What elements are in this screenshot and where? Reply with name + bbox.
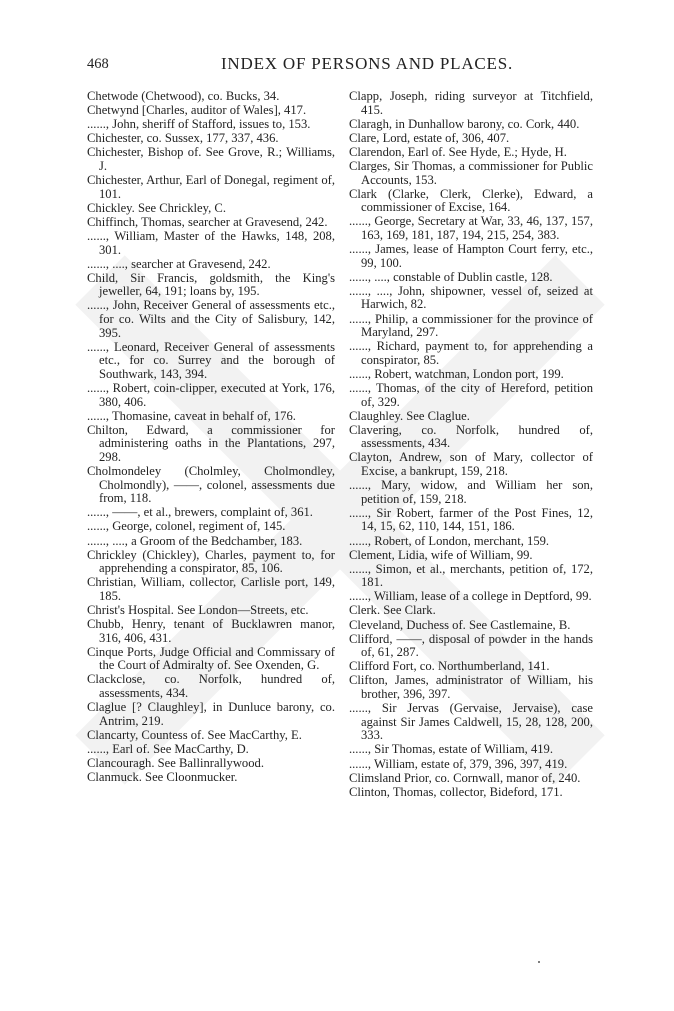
running-head-title: INDEX OF PERSONS AND PLACES.	[220, 54, 514, 73]
index-entry: ......, Leonard, Receiver General of assessments etc., for co. Surrey and the borough of Southwark, 143, 394.	[87, 339, 335, 381]
page-number: 468	[87, 56, 109, 72]
index-entry: Claragh, in Dunhallow barony, co. Cork, 440.	[349, 116, 580, 131]
index-entry: Child, Sir Francis, goldsmith, the King's jeweller, 64, 191; loans by, 195.	[87, 270, 335, 299]
index-entry: Clifford Fort, co. Northumberland, 141.	[349, 659, 550, 674]
index-entry: Chilton, Edward, a commissioner for administering oaths in the Plantations, 297, 298.	[87, 422, 335, 464]
index-entry: ......, John, Receiver General of assessments etc., for co. Wilts and the City of Salisbury, 142, 395.	[87, 298, 335, 340]
index-entry: Chetwynd [Charles, auditor of Wales], 417.	[87, 103, 307, 118]
index-entry: ......, ...., John, shipowner, vessel of, seized at Harwich, 82.	[349, 283, 593, 312]
index-entry: ......, Robert, watchman, London port, 199.	[349, 366, 564, 381]
index-entry: Chichester, co. Sussex, 177, 337, 436.	[87, 131, 279, 146]
index-entry: Chichester, Arthur, Earl of Donegal, regiment of, 101.	[87, 173, 335, 201]
index-entry: Chubb, Henry, tenant of Bucklawren manor, 316, 406, 431.	[87, 617, 335, 645]
index-entry: ......, Earl of. See MacCarthy, D.	[87, 741, 249, 756]
index-entry: Chickley. See Chrickley, C.	[87, 200, 226, 215]
index-entry: Clerk. See Clark.	[349, 603, 436, 618]
index-entry: ......, James, lease of Hampton Court ferry, etc., 99, 100.	[349, 242, 593, 270]
index-entry: ......, Philip, a commissioner for the province of Maryland, 297.	[349, 311, 593, 340]
index-entry: Clifford, ——, disposal of powder in the hands of, 61, 287.	[349, 631, 593, 660]
index-entry: Clayton, Andrew, son of Mary, collector of Excise, a bankrupt, 159, 218.	[349, 450, 593, 479]
index-entry: Christian, William, collector, Carlisle port, 149, 185.	[87, 575, 335, 603]
index-entry: Cholmondeley (Cholmley, Cholmondley, Cholmondly), ——, colonel, assessments due from, 118.	[87, 464, 335, 506]
index-entry: Clackclose, co. Norfolk, hundred of, assessments, 434.	[87, 672, 335, 701]
index-entry: Christ's Hospital. See London—Streets, etc.	[87, 602, 309, 617]
index-entry: Cinque Ports, Judge Official and Commissary of the Court of Admiralty of. See Oxenden, G.	[87, 644, 335, 673]
index-entry: Chrickley (Chickley), Charles, payment to, for apprehending a conspirator, 85, 106.	[87, 547, 335, 576]
index-entry: ......, Sir Jervas (Gervaise, Jervaise), case against Sir James Caldwell, 15, 28, 128, 200, 333.	[349, 701, 593, 743]
index-entry: Clement, Lidia, wife of William, 99.	[349, 547, 533, 562]
index-entry: ......, Robert, coin-clipper, executed at York, 176, 380, 406.	[87, 380, 335, 409]
index-entry: Clinton, Thomas, collector, Bideford, 171.	[349, 784, 563, 799]
index-entry: ......, ...., searcher at Gravesend, 242.	[87, 256, 271, 271]
index-entry: ......, Richard, payment to, for apprehending a conspirator, 85.	[349, 339, 593, 367]
index-entry: ......, Sir Robert, farmer of the Post Fines, 12, 14, 15, 62, 110, 144, 151, 186.	[349, 505, 593, 534]
index-entry: Clanmuck. See Cloonmucker.	[87, 770, 238, 785]
index-entry: Clifton, James, administrator of William, his brother, 396, 397.	[349, 673, 593, 702]
index-entry: Cleveland, Duchess of. See Castlemaine, B.	[349, 617, 571, 632]
page-header	[0, 56, 674, 80]
index-entry: Chetwode (Chetwood), co. Bucks, 34.	[87, 89, 280, 103]
index-entry: ......, Sir Thomas, estate of William, 419.	[349, 742, 554, 757]
index-entry: Clarendon, Earl of. See Hyde, E.; Hyde, H.	[349, 144, 567, 159]
index-entry: Clarges, Sir Thomas, a commissioner for Public Accounts, 153.	[349, 158, 593, 187]
index-entry: Clapp, Joseph, riding surveyor at Titchfield, 415.	[349, 89, 593, 117]
index-entry: ......, ...., a Groom of the Bedchamber, 183.	[87, 533, 303, 548]
stray-mark	[538, 961, 540, 963]
index-entry: ......, Robert, of London, merchant, 159.	[349, 533, 550, 548]
index-entry: Claglue [? Claughley], in Dunluce barony, co. Antrim, 219.	[87, 700, 335, 728]
index-entry: ......, Thomasine, caveat in behalf of, 176.	[87, 408, 296, 423]
index-entry: ......, William, Master of the Hawks, 148, 208, 301.	[87, 228, 335, 257]
index-entry: Clare, Lord, estate of, 306, 407.	[349, 130, 510, 145]
index-entry: ......, George, Secretary at War, 33, 46, 137, 157, 163, 169, 181, 187, 194, 215, 254, 383.	[349, 214, 593, 242]
index-entry: ......, ——, et al., brewers, complaint of, 361.	[87, 505, 313, 520]
index-entry: ......, Mary, widow, and William her son, petition of, 159, 218.	[349, 478, 593, 506]
index-column-left	[87, 90, 335, 785]
index-entry: ......, William, lease of a college in Deptford, 99.	[349, 589, 592, 604]
index-entry: Clancarty, Countess of. See MacCarthy, E.	[87, 727, 302, 742]
index-entry: Clark (Clarke, Clerk, Clerke), Edward, a commissioner of Excise, 164.	[349, 186, 593, 215]
index-entry: ......, William, estate of, 379, 396, 397, 419.	[349, 756, 568, 771]
index-entry: Clavering, co. Norfolk, hundred of, assessments, 434.	[349, 422, 593, 451]
index-entry: Chiffinch, Thomas, searcher at Gravesend, 242.	[87, 214, 328, 229]
index-entry: Climsland Prior, co. Cornwall, manor of, 240.	[349, 770, 581, 785]
index-entry: ......, Thomas, of the city of Hereford, petition of, 329.	[349, 380, 593, 409]
index-entry: ......, ...., constable of Dublin castle, 128.	[349, 269, 553, 284]
index-entry: ......, John, sheriff of Stafford, issues to, 153.	[87, 117, 311, 132]
index-entry: ......, George, colonel, regiment of, 145.	[87, 519, 286, 534]
index-entry: ......, Simon, et al., merchants, petition of, 172, 181.	[349, 561, 593, 590]
index-column-right	[349, 90, 593, 799]
index-entry: Claughley. See Claglue.	[349, 408, 470, 423]
index-entry: Chichester, Bishop of. See Grove, R.; Williams, J.	[87, 145, 335, 173]
index-entry: Clancouragh. See Ballinrallywood.	[87, 756, 264, 770]
